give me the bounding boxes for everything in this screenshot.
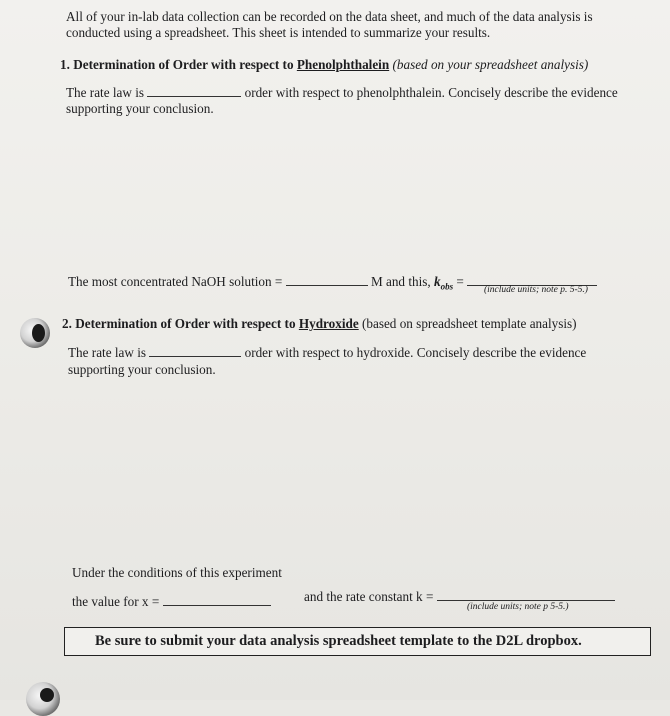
- section-2-rate-law-row: [68, 344, 586, 361]
- naoh-prefix: The most concentrated NaOH solution =: [68, 274, 283, 289]
- bleed-through-text: [70, 130, 630, 240]
- conditions-text: Under the conditions of this experiment: [72, 565, 282, 580]
- section-1-reagent: Phenolphthalein: [296, 57, 390, 72]
- section-2-note: (based on spreadsheet template analysis): [361, 316, 577, 331]
- x-value-blank[interactable]: [163, 593, 271, 606]
- rate-law-prefix: The rate law is: [68, 345, 146, 360]
- naoh-mid: M and this,: [370, 274, 431, 289]
- section-2-number: 2.: [62, 316, 72, 331]
- section-2-rate-law-line-2: supporting your conclusion.: [68, 362, 216, 377]
- kobs-symbol: $k_{obs}$: [433, 274, 454, 292]
- kobs-equals: =: [456, 274, 464, 289]
- section-2-heading: [62, 315, 577, 332]
- section-1-heading: [60, 56, 588, 73]
- section-1-rate-law-row: [66, 84, 618, 101]
- kobs-subscript: obs: [440, 281, 454, 292]
- rate-constant-prefix: and the rate constant k =: [304, 589, 434, 604]
- section-1-number: 1.: [60, 57, 70, 72]
- x-value-row: [72, 593, 271, 610]
- x-value-prefix: the value for x =: [72, 594, 160, 609]
- section-2-reagent: Hydroxide: [298, 316, 359, 331]
- rate-law-prefix: The rate law is: [66, 85, 144, 100]
- bleed-through-text: [70, 390, 630, 480]
- section-1-units-note: (include units; note p. 5-5.): [484, 285, 588, 295]
- rate-constant-blank[interactable]: [437, 588, 615, 601]
- section-1-rate-law-line-2: supporting your conclusion.: [66, 101, 214, 116]
- rate-law-suffix: order with respect to phenolphthalein. Concisely describe the evidence: [244, 85, 618, 100]
- section-1-heading-prefix: Determination of Order with respect to: [73, 57, 294, 72]
- bleed-through-text: [70, 500, 630, 560]
- intro-line-2: conducted using a spreadsheet. This sheet is intended to summarize your results.: [66, 25, 491, 40]
- submission-reminder-banner: Be sure to submit your data analysis spreadsheet template to the D2L dropbox.: [64, 627, 651, 656]
- binder-ring-hole: [32, 324, 45, 342]
- rate-law-order-blank-2[interactable]: [149, 344, 241, 357]
- section-1-note: (based on your spreadsheet analysis): [392, 57, 589, 72]
- rate-law-order-blank-1[interactable]: [147, 84, 241, 97]
- section-2-heading-prefix: Determination of Order with respect to: [75, 316, 296, 331]
- section-2-units-note: (include units; note p 5-5.): [467, 602, 569, 612]
- naoh-concentration-blank[interactable]: [286, 273, 368, 286]
- rate-law-suffix: order with respect to hydroxide. Concisely describe the evidence: [244, 345, 587, 360]
- intro-line-1: All of your in-lab data collection can be recorded on the data sheet, and much of the data analysis is: [66, 9, 593, 24]
